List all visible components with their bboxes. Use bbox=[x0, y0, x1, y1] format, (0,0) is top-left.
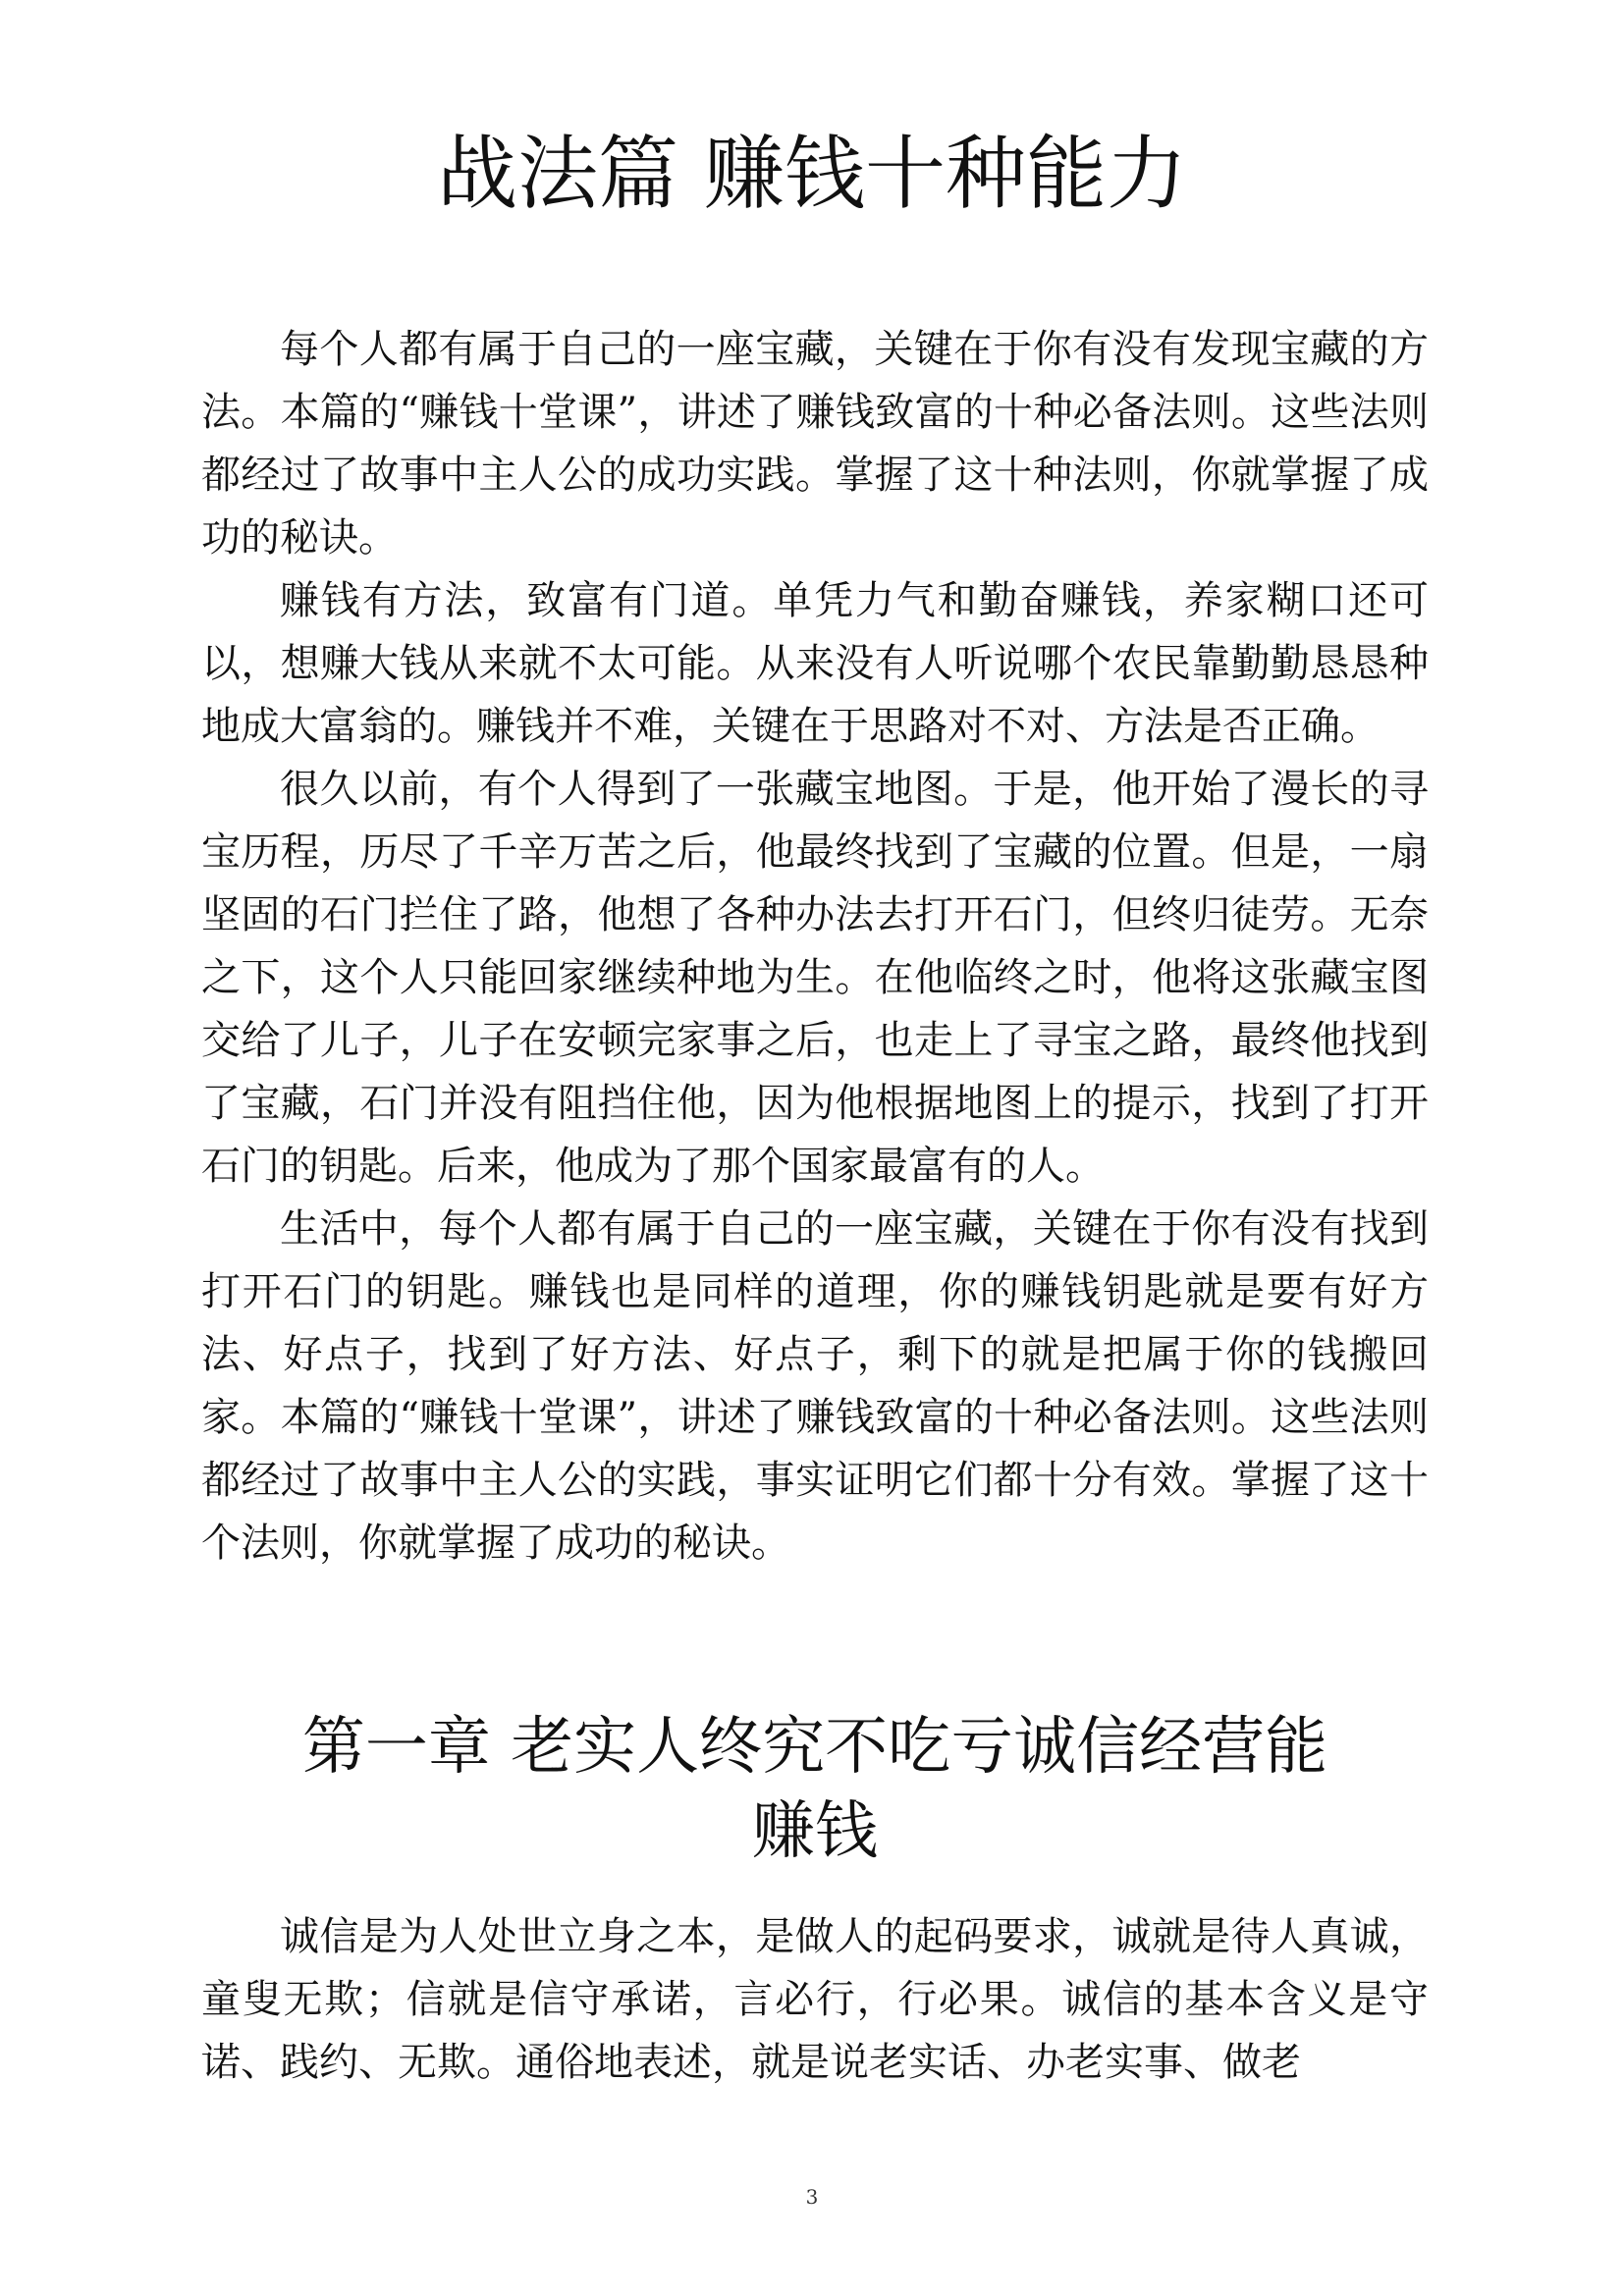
document-title: 战法篇 赚钱十种能力 bbox=[436, 128, 1188, 221]
intro-paragraph-2: 赚钱有方法，致富有门道。单凭力气和勤奋赚钱，养家糊口还可以，想赚大钱从来就不太可能。从来没有人听说哪个农民靠勤勤恳恳种地成大富翁的。赚钱并不难，关键在于思路对不对、方法是否正确。 bbox=[201, 578, 1429, 749]
chapter-heading bbox=[201, 1705, 1429, 1874]
intro-paragraph-4: 生活中，每个人都有属于自己的一座宝藏，关键在于你有没有找到打开石门的钥匙。赚钱也是同样的道理，你的赚钱钥匙就是要有好方法、好点子，找到了好方法、好点子，剩下的就是把属于你的钱搬回家。本篇的“赚钱十堂课”，讲述了赚钱致富的十种必备法则。这些法则都经过了故事中主人公的实践，事实证明它们都十分有效。掌握了这十个法则，你就掌握了成功的秘诀。 bbox=[201, 1206, 1429, 1566]
intro-paragraph-3: 很久以前，有个人得到了一张藏宝地图。于是，他开始了漫长的寻宝历程，历尽了千辛万苦之后，他最终找到了宝藏的位置。但是，一扇坚固的石门拦住了路，他想了各种办法去打开石门，但终归徒劳。无奈之下，这个人只能回家继续种地为生。在他临终之时，他将这张藏宝图交给了儿子，儿子在安顿完家事之后，也走上了寻宝之路，最终他找到了宝藏，石门并没有阻挡住他，因为他根据地图上的提示，找到了打开石门的钥匙。后来，他成为了那个国家最富有的人。 bbox=[201, 767, 1429, 1189]
intro-paragraph-1: 每个人都有属于自己的一座宝藏，关键在于你有没有发现宝藏的方法。本篇的“赚钱十堂课”，讲述了赚钱致富的十种必备法则。这些法则都经过了故事中主人公的成功实践。掌握了这十种法则，你就掌握了成功的秘诀。 bbox=[201, 327, 1429, 561]
page-number: 3 bbox=[805, 2185, 819, 2209]
chapter-body bbox=[201, 1905, 1429, 2094]
intro-section bbox=[201, 318, 1429, 1575]
chapter-heading-line-1: 第一章 老实人终究不吃亏诚信经营能 bbox=[301, 1711, 1328, 1784]
chapter-heading-line-2: 赚钱 bbox=[752, 1795, 878, 1868]
chapter-paragraph-1: 诚信是为人处世立身之本，是做人的起码要求，诚就是待人真诚，童叟无欺；信就是信守承诺，言必行，行必果。诚信的基本含义是守诺、践约、无欺。通俗地表述，就是说老实话、办老实事、做老 bbox=[201, 1914, 1429, 2085]
